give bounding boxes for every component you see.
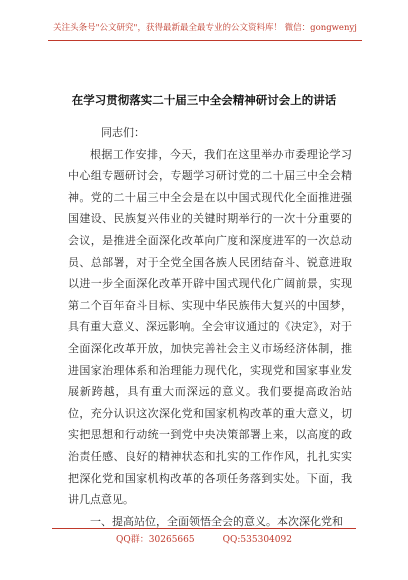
document-title: 在学习贯彻落实二十届三中全会精神研讨会上的讲话 — [71, 93, 337, 107]
header-divider — [48, 40, 362, 41]
header-banner: 关注头条号"公文研究"，获得最新最全最专业的公文资料库！ 微信：gongwenyj — [53, 23, 357, 33]
salutation: 同志们： — [101, 126, 145, 139]
qq-number: QQ:535304092 — [222, 535, 292, 545]
body-paragraph: 根据工作安排，今天，我们在这里举办市委理论学习中心组专题研讨会，专题学习研讨党的二十届三中全会精神。党的二十届三中全会是在以中国式现代化全面推进强国建设、民族复兴伟业的关键时期举行的一次十分重要的会议，是推进全面深化改革向广度和深度进军的一次总动员、总部署，对于全党全国各族人民团结奋斗、锐意进取以进一步全面深化改革开辟中国式现代化广阔前景，实现第二个百年奋斗目标、实现中华民族伟大复兴的中国梦，具有重大意义、深远影响。全会审议通过的《决定》，对于全面深化改革开放，加快完善社会主义市场经济体制，推进国家治理体系和治理能力现代化，实现党和国家事业发展新跨越，具有重大而深远的意义。我们要提高政治站位，充分认识这次深化党和国家机构改革的重大意义，切实把思想和行动统一到党中央决策部署上来，以高度的政治责任感、良好的精神状态和扎实的工作作风，扎扎实实把深化党和国家机构改革的各项任务落到实处。下面，我讲几点意见。 — [68, 147, 352, 507]
body-paragraph: 一、提高站位，全面领悟全会的意义。本次深化党和 — [90, 514, 343, 528]
footer-contact — [0, 534, 408, 546]
qq-group-number: QQ群：30265665 — [116, 535, 195, 545]
footer-divider — [52, 528, 356, 529]
document-body — [68, 122, 352, 532]
